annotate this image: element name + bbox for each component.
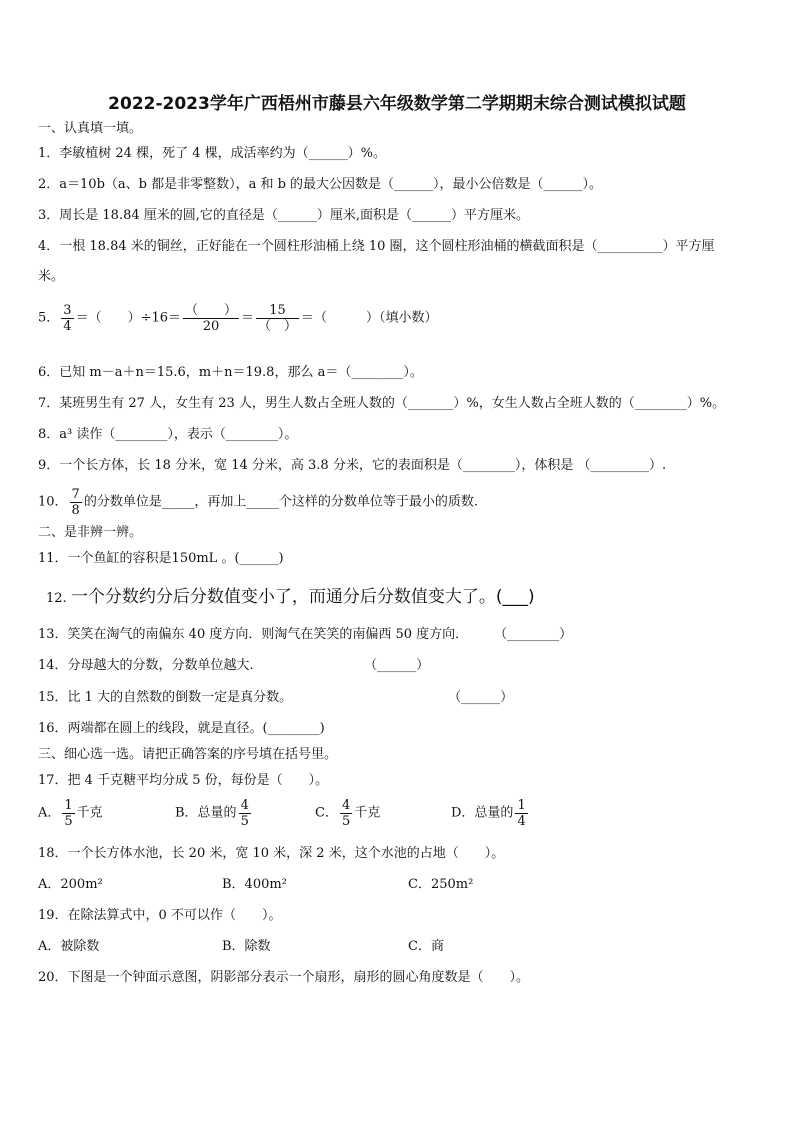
question-5: 5． $\frac{3}{4}$ ＝（ ）÷16＝ $\frac{( )}{20}$ ＝ $\frac{15}{( )}$ ＝（ ）（填小数） (38, 303, 438, 334)
question-19: 19．在除法算式中，0 不可以作（ ）。 (38, 908, 282, 923)
question-14: 14．分母越大的分数，分数单位越大. （______） (38, 658, 430, 673)
question-6: 6．已知 m－a＋n＝15.6，m＋n＝19.8，那么 a＝（________）。 (38, 365, 423, 380)
section-1-heading: 一、认真填一填。 (38, 121, 143, 136)
question-4-line-1: 4．一根 18.84 米的铜丝，正好能在一个圆柱形油桶上绕 10 圈，这个圆柱形油桶的横截面积是（__________）平方厘 (38, 239, 715, 254)
question-8: 8．a³ 读作（________），表示（________）。 (38, 427, 298, 442)
option-b: B．总量的 $\frac{4}{5}$ (175, 798, 249, 829)
question-17: 17．把 4 千克糖平均分成 5 份，每份是（ ）。 (38, 773, 329, 788)
q18-option-b: B．400m² (222, 877, 287, 892)
question-20: 20．下图是一个钟面示意图，阴影部分表示一个扇形，扇形的圆心角度数是（ ）。 (38, 970, 530, 985)
option-c: C． $\frac{4}{5}$ 千克 (315, 798, 381, 829)
section-2-heading: 二、是非辨一辨。 (38, 525, 143, 540)
page-title: 2022-2023学年广西梧州市藤县六年级数学第二学期期末综合测试模拟试题 (108, 94, 686, 114)
question-2: 2．a＝10b（a、b 都是非零整数），a 和 b 的最大公因数是（______），最小公倍数是（______）。 (38, 177, 603, 192)
question-4-line-2: 米。 (38, 269, 65, 284)
option-d: D．总量的 $\frac{1}{4}$ (451, 798, 526, 829)
question-11: 11．一个鱼缸的容积是150mL 。(______) (38, 551, 284, 566)
question-18: 18．一个长方体水池，长 20 米，宽 10 米，深 2 米，这个水池的占地（ ）。 (38, 846, 505, 861)
question-3: 3．周长是 18.84 厘米的圆,它的直径是（______）厘米,面积是（______）平方厘米。 (38, 208, 530, 223)
question-1: 1．李敏植树 24 棵，死了 4 棵，成活率约为（______）%。 (38, 146, 386, 161)
question-16: 16．两端都在圆上的线段，就是直径。(________) (38, 721, 325, 736)
q19-option-b: B．除数 (222, 939, 271, 954)
question-7: 7．某班男生有 27 人，女生有 23 人，男生人数占全班人数的（_______）%，女生人数占全班人数的（________）%。 (38, 396, 726, 411)
q18-option-a: A．200m² (38, 877, 103, 892)
question-13: 13．笑笑在淘气的南偏东 40 度方向．则淘气在笑笑的南偏西 50 度方向． （________） (38, 627, 573, 642)
option-a: A． $\frac{1}{5}$ 千克 (38, 798, 103, 829)
section-3-heading: 三、细心选一选。请把正确答案的序号填在括号里。 (38, 747, 338, 762)
q19-option-a: A．被除数 (38, 939, 100, 954)
fraction: $\frac{15}{( )}$ (258, 303, 298, 334)
q19-option-c: C．商 (408, 939, 444, 954)
question-9: 9．一个长方体，长 18 分米，宽 14 分米，高 3.8 分米，它的表面积是（________），体积是 （_________）. (38, 458, 667, 473)
question-15: 15．比 1 大的自然数的倒数一定是真分数。 （______） (38, 690, 514, 705)
question-12: 12. 一个分数约分后分数值变小了，而通分后分数值变大了。(___) (46, 587, 535, 607)
question-10: 10． $\frac{7}{8}$ 的分数单位是_____，再加上_____个这样的分数单位等于最小的质数. (38, 487, 478, 518)
q18-option-c: C．250m² (408, 877, 474, 892)
fraction: $\frac{( )}{20}$ (185, 303, 238, 334)
fraction: $\frac{3}{4}$ (63, 303, 72, 334)
fraction: $\frac{7}{8}$ (71, 487, 80, 518)
